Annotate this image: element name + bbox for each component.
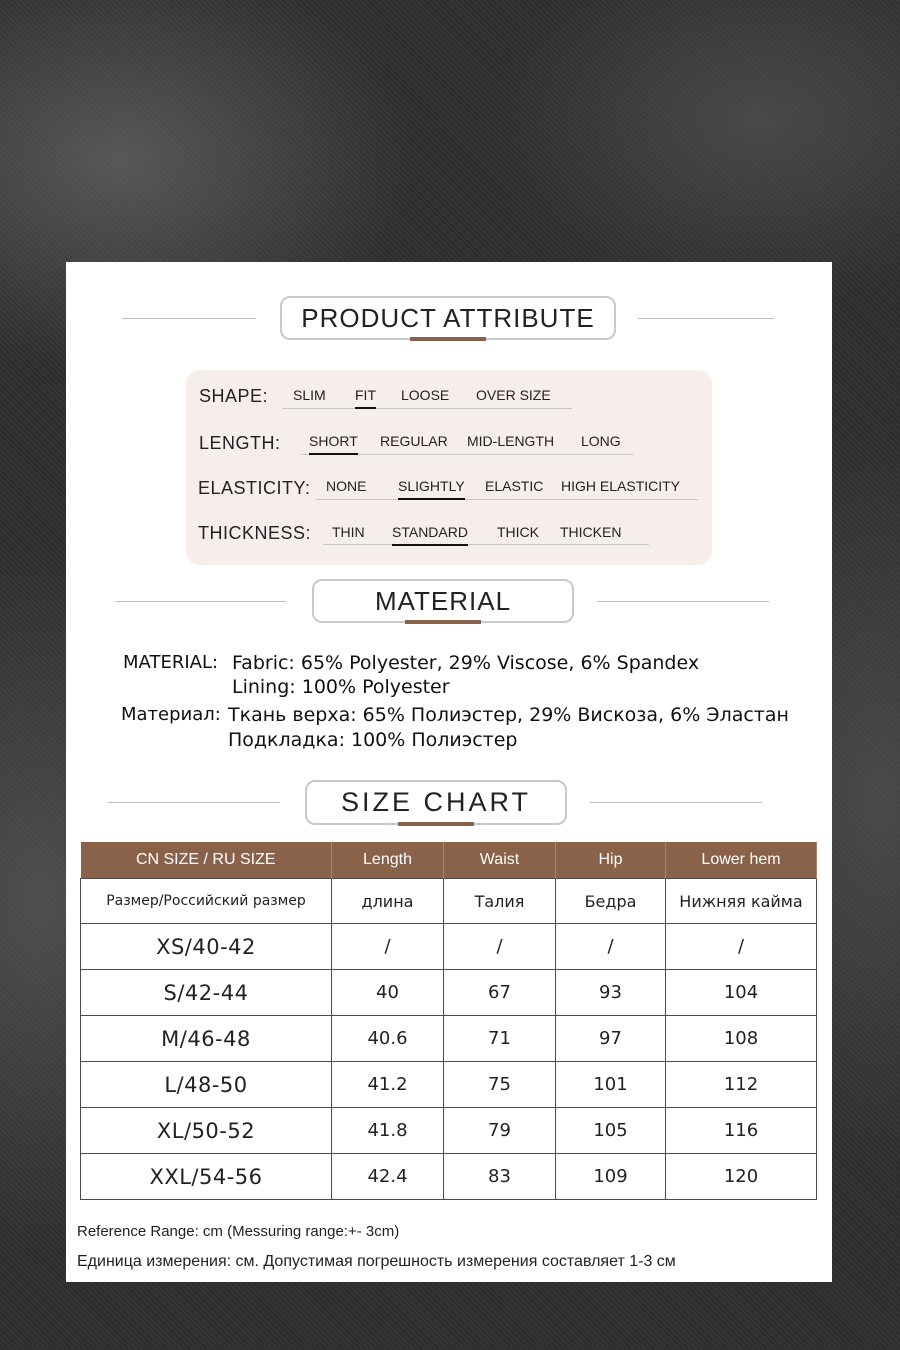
- header-size: CN SIZE / RU SIZE: [81, 842, 332, 879]
- header-lower-hem: Lower hem: [666, 842, 817, 879]
- attr-label-length: LENGTH:: [199, 433, 281, 453]
- cell-lower-hem: 104: [666, 970, 817, 1016]
- cell-hip: 97: [556, 1016, 666, 1062]
- opt-fit: FIT: [355, 387, 376, 403]
- cell-lower-hem: 112: [666, 1062, 817, 1108]
- material-ru-label: Материал:: [121, 704, 221, 725]
- product-attribute-title: [280, 296, 616, 340]
- cell-size: M/46-48: [81, 1016, 332, 1062]
- ru-header-waist: Талия: [444, 879, 556, 924]
- attr-label-elasticity: ELASTICITY:: [198, 478, 311, 498]
- title-underline: [405, 620, 481, 624]
- cell-length: 40.6: [332, 1016, 444, 1062]
- opt-thicken: THICKEN: [560, 524, 622, 540]
- cell-size: XXL/54-56: [81, 1154, 332, 1200]
- cell-length: 42.4: [332, 1154, 444, 1200]
- opt-thin: THIN: [332, 524, 365, 540]
- cell-length: /: [332, 924, 444, 970]
- opt-mid-length: MID-LENGTH: [467, 433, 555, 449]
- cell-waist: 75: [444, 1062, 556, 1108]
- table-row: [81, 924, 817, 970]
- reference-note: Reference Range: cm (Messuring range:+- 3cm): [77, 1223, 400, 1240]
- ru-header-lower-hem: Нижняя кайма: [666, 879, 817, 924]
- table-ru-header-row: [81, 879, 817, 924]
- header-hip: Hip: [556, 842, 666, 879]
- cell-length: 40: [332, 970, 444, 1016]
- material-ru-line2: Подкладка: 100% Полиэстер: [228, 729, 518, 751]
- opt-regular: REGULAR: [380, 433, 448, 449]
- opt-slightly: SLIGHTLY: [398, 478, 465, 494]
- opt-over-size: OVER SIZE: [476, 387, 551, 403]
- cell-waist: /: [444, 924, 556, 970]
- material-en-line2: Lining: 100% Polyester: [232, 676, 450, 698]
- cell-hip: /: [556, 924, 666, 970]
- ru-header-hip: Бедра: [556, 879, 666, 924]
- attribute-box: [186, 370, 712, 565]
- table-row: [81, 1154, 817, 1200]
- cell-size: XL/50-52: [81, 1108, 332, 1154]
- cell-waist: 67: [444, 970, 556, 1016]
- cell-waist: 79: [444, 1108, 556, 1154]
- cell-size: S/42-44: [81, 970, 332, 1016]
- cell-lower-hem: /: [666, 924, 817, 970]
- cell-length: 41.2: [332, 1062, 444, 1108]
- cell-lower-hem: 120: [666, 1154, 817, 1200]
- cell-hip: 109: [556, 1154, 666, 1200]
- size-chart-title-text: SIZE CHART: [340, 787, 532, 817]
- opt-high-elasticity: HIGH ELASTICITY: [561, 478, 681, 494]
- cell-waist: 71: [444, 1016, 556, 1062]
- material-ru-line1: Ткань верха: 65% Полиэстер, 29% Вискоза, 6% Эластан: [228, 704, 789, 726]
- table-row: [81, 1016, 817, 1062]
- reference-note-ru: Единица измерения: см. Допустимая погрешность измерения составляет 1-3 см: [77, 1253, 676, 1270]
- material-title-text: MATERIAL: [374, 586, 512, 616]
- cell-hip: 101: [556, 1062, 666, 1108]
- material-title: [312, 579, 574, 623]
- divider-left: [122, 318, 256, 319]
- opt-long: LONG: [581, 433, 621, 449]
- cell-hip: 93: [556, 970, 666, 1016]
- ru-header-size: Размер/Российский размер: [81, 879, 332, 924]
- cell-length: 41.8: [332, 1108, 444, 1154]
- opt-none: NONE: [326, 478, 367, 494]
- size-table: [80, 842, 817, 1200]
- divider-right: [590, 802, 762, 803]
- divider-right: [638, 318, 774, 319]
- title-underline: [410, 337, 486, 341]
- opt-loose: LOOSE: [401, 387, 450, 403]
- header-length: Length: [332, 842, 444, 879]
- opt-standard: STANDARD: [392, 524, 468, 540]
- table-header-row: [81, 842, 817, 879]
- material-en-line1: Fabric: 65% Polyester, 29% Viscose, 6% Spandex: [232, 652, 700, 674]
- attr-label-shape: SHAPE:: [199, 386, 269, 406]
- opt-short: SHORT: [309, 433, 358, 449]
- product-attribute-title-text: PRODUCT ATTRIBUTE: [301, 303, 595, 333]
- table-row: [81, 970, 817, 1016]
- divider-right: [597, 601, 769, 602]
- cell-hip: 105: [556, 1108, 666, 1154]
- divider-left: [108, 802, 280, 803]
- cell-lower-hem: 116: [666, 1108, 817, 1154]
- header-waist: Waist: [444, 842, 556, 879]
- divider-left: [116, 601, 286, 602]
- cell-waist: 83: [444, 1154, 556, 1200]
- cell-size: XS/40-42: [81, 924, 332, 970]
- opt-slim: SLIM: [293, 387, 326, 403]
- attr-label-thickness: THICKNESS:: [198, 523, 312, 543]
- cell-size: L/48-50: [81, 1062, 332, 1108]
- info-card: [66, 262, 832, 1282]
- attr-line-elasticity: [316, 499, 698, 500]
- opt-elastic: ELASTIC: [485, 478, 544, 494]
- opt-thick: THICK: [497, 524, 539, 540]
- table-row: [81, 1108, 817, 1154]
- cell-lower-hem: 108: [666, 1016, 817, 1062]
- material-en-label: MATERIAL:: [123, 652, 219, 673]
- table-row: [81, 1062, 817, 1108]
- attr-line-thickness: [323, 544, 649, 545]
- title-underline: [398, 822, 474, 826]
- size-chart-title: [305, 780, 567, 825]
- ru-header-length: длина: [332, 879, 444, 924]
- attr-line-shape: [282, 408, 572, 409]
